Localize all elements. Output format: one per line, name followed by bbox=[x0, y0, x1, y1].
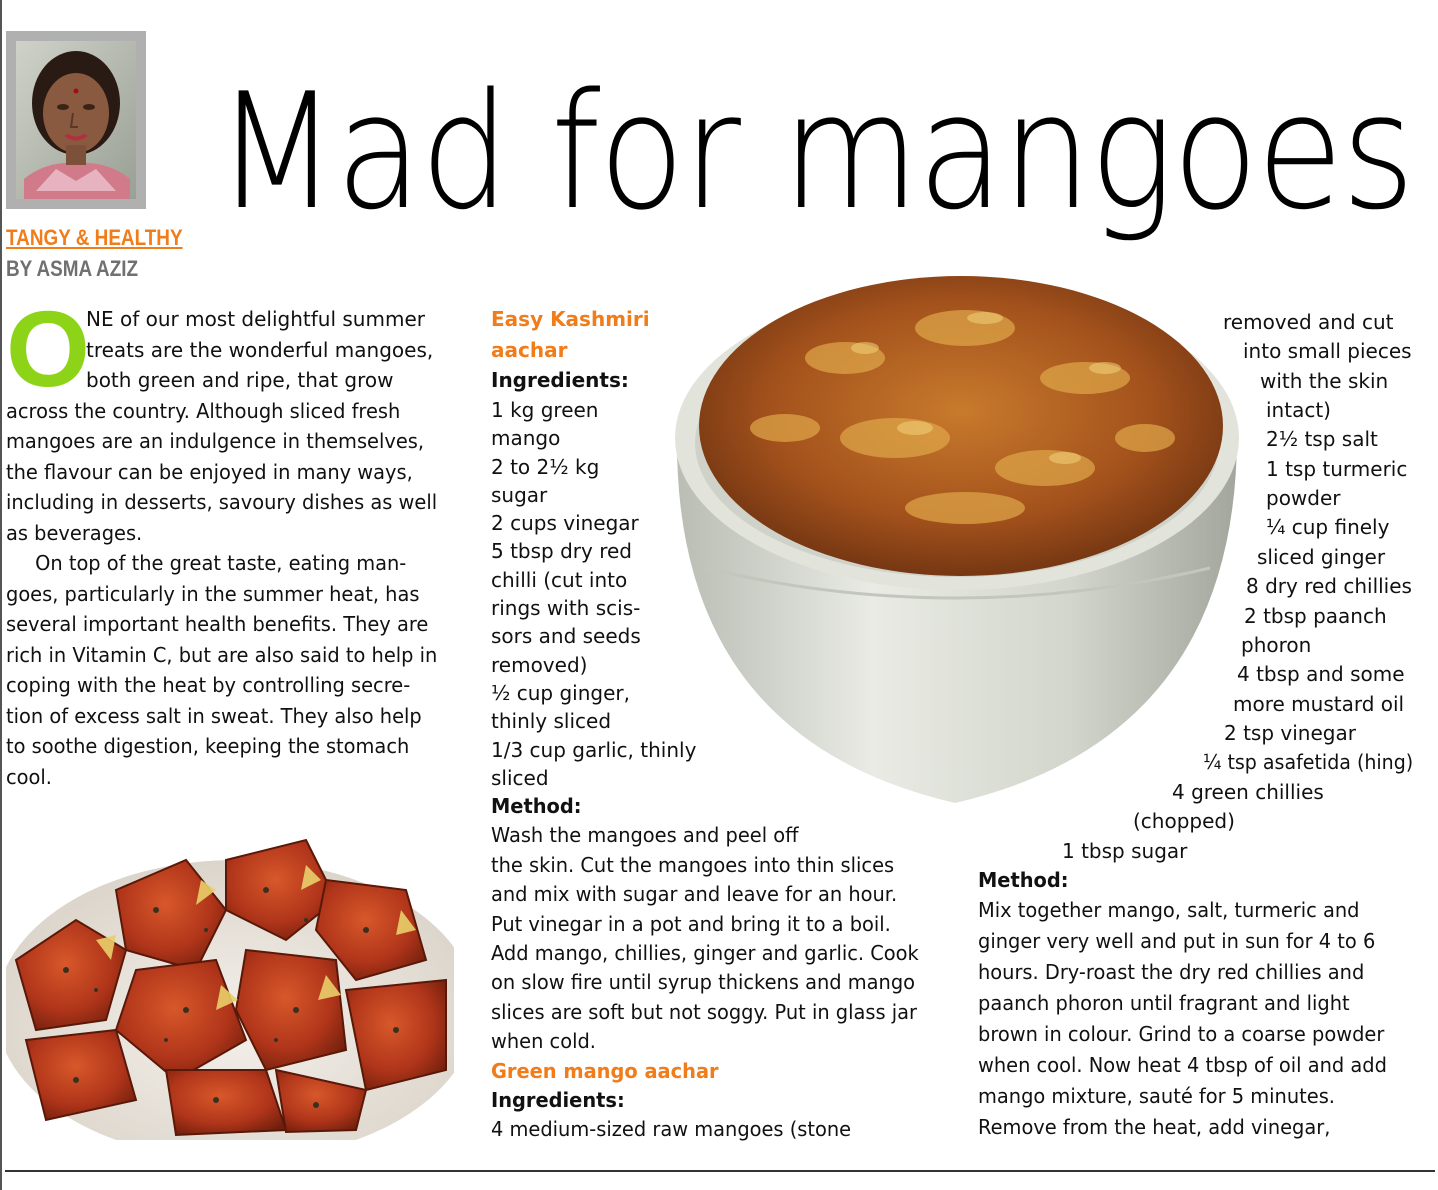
intro-line: across the country. Although sliced fresh bbox=[6, 398, 401, 423]
ingredient-line: 1 kg green bbox=[491, 398, 599, 422]
intro-line: NE of our most delightful summer bbox=[86, 307, 425, 331]
ingredient-line: chilli (cut into bbox=[491, 567, 628, 592]
intro-line: the flavour can be enjoyed in many ways, bbox=[6, 459, 413, 484]
ingredient-line: 4 medium-sized raw mangoes (stone bbox=[491, 1117, 852, 1142]
ingredient-line: 8 dry red chillies bbox=[1246, 574, 1412, 598]
ingredient-line: sugar bbox=[491, 482, 548, 507]
recipe-2-title: Green mango aachar bbox=[491, 1058, 719, 1083]
mango-pickle-plate-photo bbox=[6, 810, 454, 1140]
method-line: on slow fire until syrup thickens and mango bbox=[491, 970, 916, 995]
method-line: paanch phoron until fragrant and light bbox=[978, 991, 1350, 1015]
ingredient-line: 2½ tsp salt bbox=[1266, 427, 1378, 451]
intro-line: mangoes are an indulgence in themselves, bbox=[6, 429, 425, 453]
recipe-1-ingredients bbox=[491, 396, 696, 792]
intro-line: several important health benefits. They are bbox=[6, 612, 429, 636]
intro-line: both green and ripe, that grow bbox=[86, 368, 394, 392]
recipe-1-method bbox=[491, 792, 919, 1145]
ingredient-line: intact) bbox=[1266, 398, 1331, 422]
column-label: TANGY & HEALTHY bbox=[6, 225, 183, 250]
method-line: Add mango, chillies, ginger and garlic. Cook bbox=[491, 941, 919, 966]
page-bottom-rule bbox=[5, 1170, 1435, 1172]
intro-line: coping with the heat by controlling secre- bbox=[6, 673, 411, 697]
method-line: when cool. Now heat 4 tbsp of oil and add bbox=[978, 1053, 1387, 1077]
method-heading: Method: bbox=[978, 868, 1069, 892]
ingredient-line: into small pieces bbox=[1243, 339, 1412, 363]
intro-line: On top of the great taste, eating man- bbox=[35, 551, 407, 575]
method-line: and mix with sugar and leave for an hour. bbox=[491, 882, 898, 907]
ingredient-line: rings with scis- bbox=[491, 596, 641, 621]
ingredient-line: 2 cups vinegar bbox=[491, 511, 639, 536]
method-line: the skin. Cut the mangoes into thin slices bbox=[491, 852, 895, 877]
recipe-1-column bbox=[491, 304, 650, 396]
drop-cap: O bbox=[6, 288, 91, 409]
ingredient-line: 1 tbsp sugar bbox=[1062, 839, 1188, 863]
ingredient-line: removed) bbox=[491, 652, 588, 677]
ingredient-line: 2 tsp vinegar bbox=[1224, 721, 1356, 745]
ingredient-line: 4 tbsp and some bbox=[1237, 662, 1405, 686]
ingredient-line: ¼ tsp asafetida (hing) bbox=[1203, 750, 1414, 774]
method-line: Mix together mango, salt, turmeric and bbox=[978, 898, 1360, 922]
method-line: slices are soft but not soggy. Put in glass jar bbox=[491, 999, 918, 1024]
intro-lines-indented bbox=[86, 304, 433, 396]
method-line: Wash the mangoes and peel off bbox=[491, 823, 799, 848]
page-left-rule bbox=[0, 0, 2, 1190]
intro-line: goes, particularly in the summer heat, has bbox=[6, 581, 420, 606]
ingredient-line: 4 green chillies bbox=[1172, 780, 1324, 804]
ingredients-heading: Ingredients: bbox=[491, 368, 629, 392]
ingredient-line: ¼ cup finely bbox=[1266, 515, 1390, 539]
ingredient-line: thinly sliced bbox=[491, 709, 612, 734]
method-line: ginger very well and put in sun for 4 to 6 bbox=[978, 929, 1376, 953]
author-portrait bbox=[6, 31, 146, 209]
ingredient-line: 2 to 2½ kg bbox=[491, 454, 600, 479]
ingredient-line: ½ cup ginger, bbox=[491, 680, 630, 705]
ingredient-line: (chopped) bbox=[1133, 809, 1235, 833]
method-line: hours. Dry-roast the dry red chillies and bbox=[978, 960, 1365, 984]
method-line: Put vinegar in a pot and bring it to a boil. bbox=[491, 911, 891, 936]
intro-line: including in desserts, savoury dishes as well bbox=[6, 490, 438, 514]
recipe-1-title: aachar bbox=[491, 337, 568, 362]
intro-line: rich in Vitamin C, but are also said to help in bbox=[6, 642, 438, 667]
method-heading: Method: bbox=[491, 794, 582, 818]
ingredient-line: 5 tbsp dry red bbox=[491, 539, 632, 564]
method-line: mango mixture, sauté for 5 minutes. bbox=[978, 1084, 1335, 1108]
page-title: Mad for mangoes bbox=[216, 58, 1414, 245]
mango-chutney-bowl-photo bbox=[665, 268, 1250, 813]
ingredient-line: phoron bbox=[1241, 633, 1312, 657]
intro-paragraph-1 bbox=[6, 396, 437, 549]
ingredient-line: 2 tbsp paanch bbox=[1244, 604, 1387, 628]
intro-line: to soothe digestion, keeping the stomach bbox=[6, 734, 410, 758]
ingredient-line: sliced bbox=[491, 765, 549, 790]
intro-paragraph-2 bbox=[6, 548, 437, 792]
ingredient-line: 1 tsp turmeric bbox=[1266, 457, 1408, 481]
intro-line: as beverages. bbox=[6, 520, 143, 545]
recipe-1-title: Easy Kashmiri bbox=[491, 307, 650, 331]
ingredient-line: sliced ginger bbox=[1257, 545, 1386, 569]
intro-line: treats are the wonderful mangoes, bbox=[86, 337, 434, 362]
ingredients-heading: Ingredients: bbox=[491, 1088, 625, 1113]
ingredient-line: removed and cut bbox=[1223, 310, 1394, 334]
method-line: Remove from the heat, add vinegar, bbox=[978, 1115, 1331, 1139]
ingredient-line: sors and seeds bbox=[491, 624, 641, 649]
byline: BY ASMA AZIZ bbox=[6, 256, 139, 281]
method-line: brown in colour. Grind to a coarse powder bbox=[978, 1022, 1385, 1046]
ingredient-line: mango bbox=[491, 426, 561, 451]
ingredient-line: powder bbox=[1266, 486, 1341, 510]
intro-line: cool. bbox=[6, 764, 52, 789]
recipe-2-method bbox=[978, 866, 1387, 1143]
author-photo bbox=[16, 41, 136, 199]
ingredient-line: with the skin bbox=[1260, 369, 1389, 393]
ingredient-line: more mustard oil bbox=[1233, 692, 1405, 716]
intro-line: tion of excess salt in sweat. They also help bbox=[6, 703, 422, 728]
ingredient-line: 1/3 cup garlic, thinly bbox=[491, 737, 697, 762]
method-line: when cold. bbox=[491, 1029, 596, 1054]
